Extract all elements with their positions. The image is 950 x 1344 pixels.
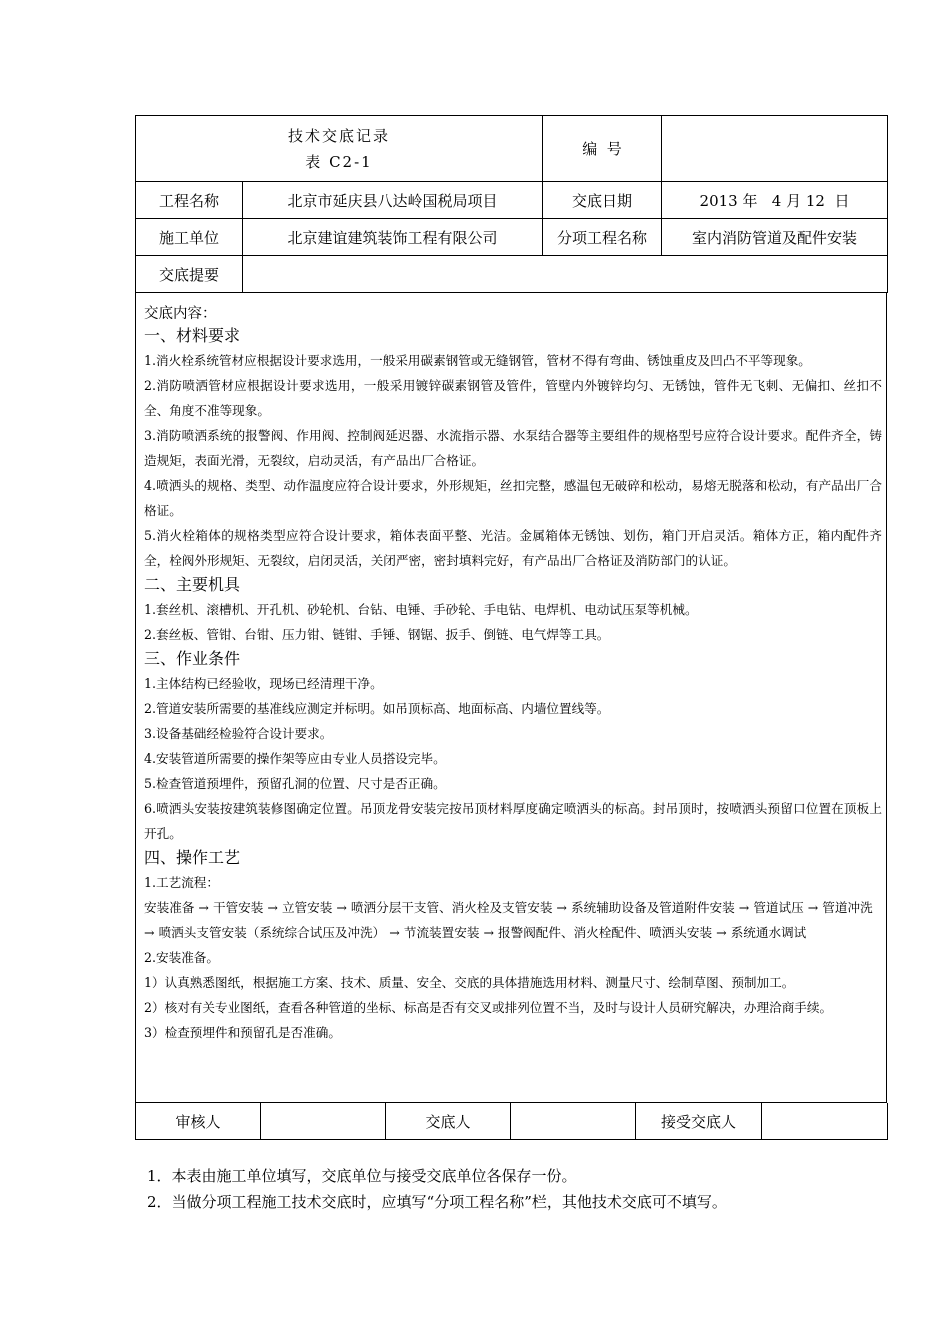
section-item: 3.设备基础经检验符合设计要求。	[144, 726, 333, 741]
flow-step: 安装准备	[144, 900, 195, 915]
flow-step: 报警阀配件、消火栓配件、喷洒头安装	[498, 925, 713, 940]
flow-arrow-icon: →	[738, 900, 750, 915]
section-item: 4.安装管道所需要的操作架等应由专业人员搭设完毕。	[144, 751, 446, 766]
prep-item: 3）检查预埋件和预留孔是否准确。	[144, 1025, 341, 1040]
flow-arrow-icon: →	[807, 900, 819, 915]
flow-step: 干管安装	[212, 900, 264, 915]
header-table	[135, 115, 888, 293]
flow-arrow-icon: →	[389, 925, 400, 940]
date-label: 交底日期	[543, 182, 662, 219]
signature-table	[135, 1103, 888, 1140]
summary-value[interactable]	[243, 256, 888, 293]
section-item: 2.消防喷洒管材应根据设计要求选用，一般采用镀锌碳素钢管及管件，管壁内外镀锌均匀、无锈蚀，管件无飞刺、无偏扣、丝扣不全、角度不准等现象。	[144, 378, 882, 418]
process-flow	[144, 895, 882, 945]
prep-item: 2.安装准备。	[144, 950, 219, 965]
flow-arrow-icon: →	[483, 925, 494, 940]
footnote-2: 2．当做分项工程施工技术交底时，应填写“分项工程名称”栏，其他技术交底可不填写。	[147, 1193, 727, 1211]
form-title: 技术交底记录	[288, 126, 391, 145]
project-label: 工程名称	[136, 182, 243, 219]
flow-step: 喷洒头支管安装（系统综合试压及冲洗）	[158, 925, 386, 940]
reviewer-value[interactable]	[261, 1103, 386, 1140]
unit-label: 施工单位	[136, 219, 243, 256]
section-item: 2.套丝板、管钳、台钳、压力钳、链钳、手锤、钢锯、扳手、倒链、电气焊等工具。	[144, 627, 610, 642]
flow-step: 系统辅助设备及管道附件安装	[571, 900, 735, 915]
flow-arrow-icon: →	[198, 900, 209, 915]
number-label: 编 号	[543, 116, 662, 182]
flow-step: 管道冲洗	[822, 900, 873, 915]
disclosure-form	[135, 115, 887, 1140]
section-item: 6.喷洒头安装按建筑装修图确定位置。吊顶龙骨安装完按吊顶材料厚度确定喷洒头的标高。封吊顶时，按喷洒头预留口位置在顶板上开孔。	[144, 801, 882, 841]
subitem-value[interactable]: 室内消防管道及配件安装	[662, 219, 888, 256]
flow-arrow-icon: →	[336, 900, 347, 915]
reviewer-label: 审核人	[136, 1103, 261, 1140]
section-item: 5.检查管道预埋件，预留孔洞的位置、尺寸是否正确。	[144, 776, 446, 791]
disclosure-content	[135, 293, 887, 1103]
form-number: 表 C2-1	[305, 152, 373, 171]
section-item: 2.管道安装所需要的基准线应测定并标明。如吊顶标高、地面标高、内墙位置线等。	[144, 701, 610, 716]
discloser-label: 交底人	[386, 1103, 511, 1140]
section-title: 四、操作工艺	[144, 848, 241, 867]
flow-arrow-icon: →	[716, 925, 727, 940]
title-cell	[136, 116, 543, 182]
subitem-label: 分项工程名称	[543, 219, 662, 256]
project-value[interactable]: 北京市延庆县八达岭国税局项目	[243, 182, 543, 219]
content-intro: 交底内容：	[144, 306, 217, 322]
discloser-value[interactable]	[511, 1103, 636, 1140]
section-title: 二、主要机具	[144, 575, 241, 594]
flow-arrow-icon: →	[267, 900, 278, 915]
flow-arrow-icon: →	[556, 900, 567, 915]
receiver-label: 接受交底人	[636, 1103, 762, 1140]
prep-item: 1）认真熟悉图纸，根据施工方案、技术、质量、安全、交底的具体措施选用材料、测量尺寸、绘制草图、预制加工。	[144, 975, 795, 990]
number-value[interactable]	[662, 116, 888, 182]
section-item: 3.消防喷洒系统的报警阀、作用阀、控制阀延迟器、水流指示器、水泵结合器等主要组件的规格型号应符合设计要求。配件齐全，铸造规矩，表面光滑，无裂纹，启动灵活，有产品出厂合格证。	[144, 428, 882, 468]
section-item: 5.消火栓箱体的规格类型应符合设计要求，箱体表面平整、光洁。金属箱体无锈蚀、划伤，箱门开启灵活。箱体方正，箱内配件齐全，栓阀外形规矩、无裂纹，启闭灵活，关闭严密，密封填料完好，有产品出厂合格证及消防部门的认证。	[144, 528, 882, 568]
section-item: 1.消火栓系统管材应根据设计要求选用，一般采用碳素钢管或无缝钢管，管材不得有弯曲、锈蚀重皮及凹凸不平等现象。	[144, 353, 811, 368]
date-value[interactable]: 2013 年 4 月 12 日	[662, 182, 888, 219]
section-item: 1.工艺流程：	[144, 875, 219, 890]
footnote-1: 1．本表由施工单位填写，交底单位与接受交底单位各保存一份。	[147, 1167, 577, 1185]
section-title: 一、材料要求	[144, 326, 241, 345]
section-item: 4.喷洒头的规格、类型、动作温度应符合设计要求，外形规矩，丝扣完整，感温包无破碎和松动，易熔无脱落和松动，有产品出厂合格证。	[144, 478, 882, 518]
unit-value[interactable]: 北京建谊建筑装饰工程有限公司	[243, 219, 543, 256]
prep-item: 2）核对有关专业图纸，查看各种管道的坐标、标高是否有交叉或排列位置不当，及时与设计人员研究解决，办理洽商手续。	[144, 1000, 833, 1015]
flow-step: 系统通水调试	[730, 925, 807, 940]
section-title: 三、作业条件	[144, 649, 241, 668]
flow-step: 喷洒分层干支管、消火栓及支管安装	[350, 900, 553, 915]
flow-step: 节流装置安装	[403, 925, 480, 940]
summary-label: 交底提要	[136, 256, 243, 293]
receiver-value[interactable]	[762, 1103, 888, 1140]
section-item: 1.主体结构已经验收，现场已经清理干净。	[144, 676, 383, 691]
flow-step: 立管安装	[281, 900, 333, 915]
flow-step: 管道试压	[753, 900, 804, 915]
flow-arrow-icon: →	[144, 925, 155, 940]
section-item: 1.套丝机、滚槽机、开孔机、砂轮机、台钻、电锤、手砂轮、手电钻、电焊机、电动试压泵等机械。	[144, 602, 698, 617]
